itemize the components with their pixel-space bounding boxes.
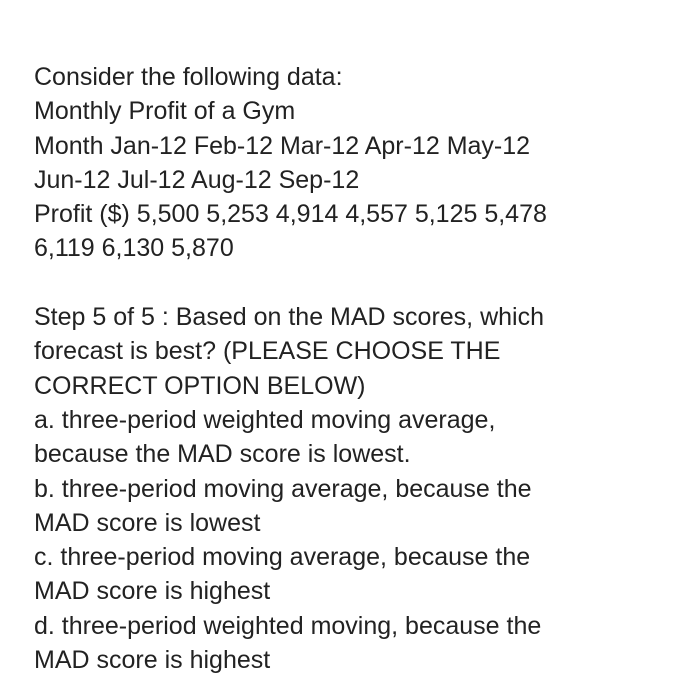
option-b-continued: MAD score is lowest	[34, 508, 261, 537]
option-d-continued: MAD score is highest	[34, 646, 271, 675]
profit-row-continued: 6,119 6,130 5,870	[34, 234, 234, 263]
question-line: Step 5 of 5 : Based on the MAD scores, which	[34, 303, 544, 332]
profit-row: Profit ($) 5,500 5,253 4,914 4,557 5,125 5,478	[34, 200, 547, 229]
month-row-continued: Jun-12 Jul-12 Aug-12 Sep-12	[34, 165, 360, 194]
month-row: Month Jan-12 Feb-12 Mar-12 Apr-12 May-12	[34, 131, 531, 160]
option-c: c. three-period moving average, because the	[34, 543, 531, 572]
problem-text	[34, 60, 674, 677]
question-line: CORRECT OPTION BELOW)	[34, 371, 366, 400]
intro-heading: Consider the following data:	[34, 63, 343, 91]
option-c-continued: MAD score is highest	[34, 577, 271, 606]
table-title: Monthly Profit of a Gym	[34, 97, 296, 126]
option-a-continued: because the MAD score is lowest.	[34, 440, 411, 469]
option-d: d. three-period weighted moving, because the	[34, 611, 542, 640]
paragraph-gap	[34, 266, 674, 300]
question-line: forecast is best? (PLEASE CHOOSE THE	[34, 337, 501, 366]
option-a: a. three-period weighted moving average,	[34, 405, 496, 434]
option-b: b. three-period moving average, because the	[34, 474, 532, 503]
